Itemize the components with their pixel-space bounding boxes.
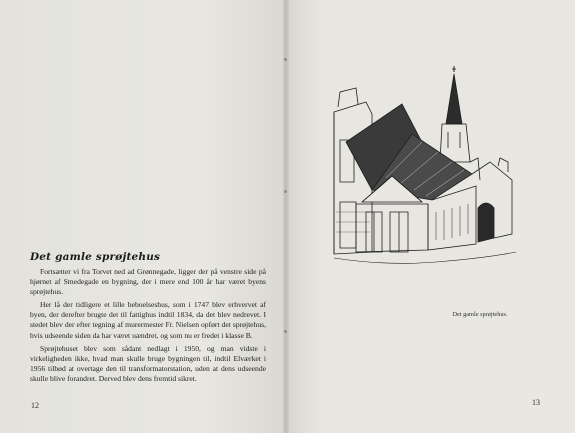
page-number-left: 12 [31, 401, 39, 410]
paragraph: Sprøjtehuset blev som sådant nedlagt i 1950, og man vidste i virkeligheden ikke, hvad man skulle bruge bygningen til, indtil Elværket i 1956 tilbød at overtage den til transformatorstation, uden at dens udseende skulle blive forandret. Derved blev dens fremtid sikret. [30, 343, 266, 383]
book-gutter [283, 0, 289, 433]
binding-stitch [284, 190, 287, 193]
paragraph: Her lå der tidligere et lille beboelseshus, som i 1747 blev erhvervet af byen, der derefter brugte det til fattighus indtil 1834, da det blev nedrevet. I stedet blev der efter tegning af murermester Fr. Nielsen opført det sprøjtehus, hvis udseende siden da har været uændret, og som nu er fredet i klasse B. [30, 300, 266, 340]
left-page [0, 0, 286, 433]
section-heading: Det gamle sprøjtehus [30, 251, 161, 263]
body-text [30, 267, 266, 387]
paragraph: Fortsætter vi fra Torvet ned ad Grønnegade, ligger der på venstre side på hjørnet af Smedegade en bygning, der i mere end 100 år har været byens sprøjtehus. [30, 267, 266, 297]
page-number-right: 13 [532, 398, 540, 407]
illustration-caption: Det gamle sprøjtehus. [452, 311, 508, 318]
binding-stitch [284, 58, 287, 61]
firehouse-illustration [326, 62, 522, 274]
binding-stitch [284, 330, 287, 333]
